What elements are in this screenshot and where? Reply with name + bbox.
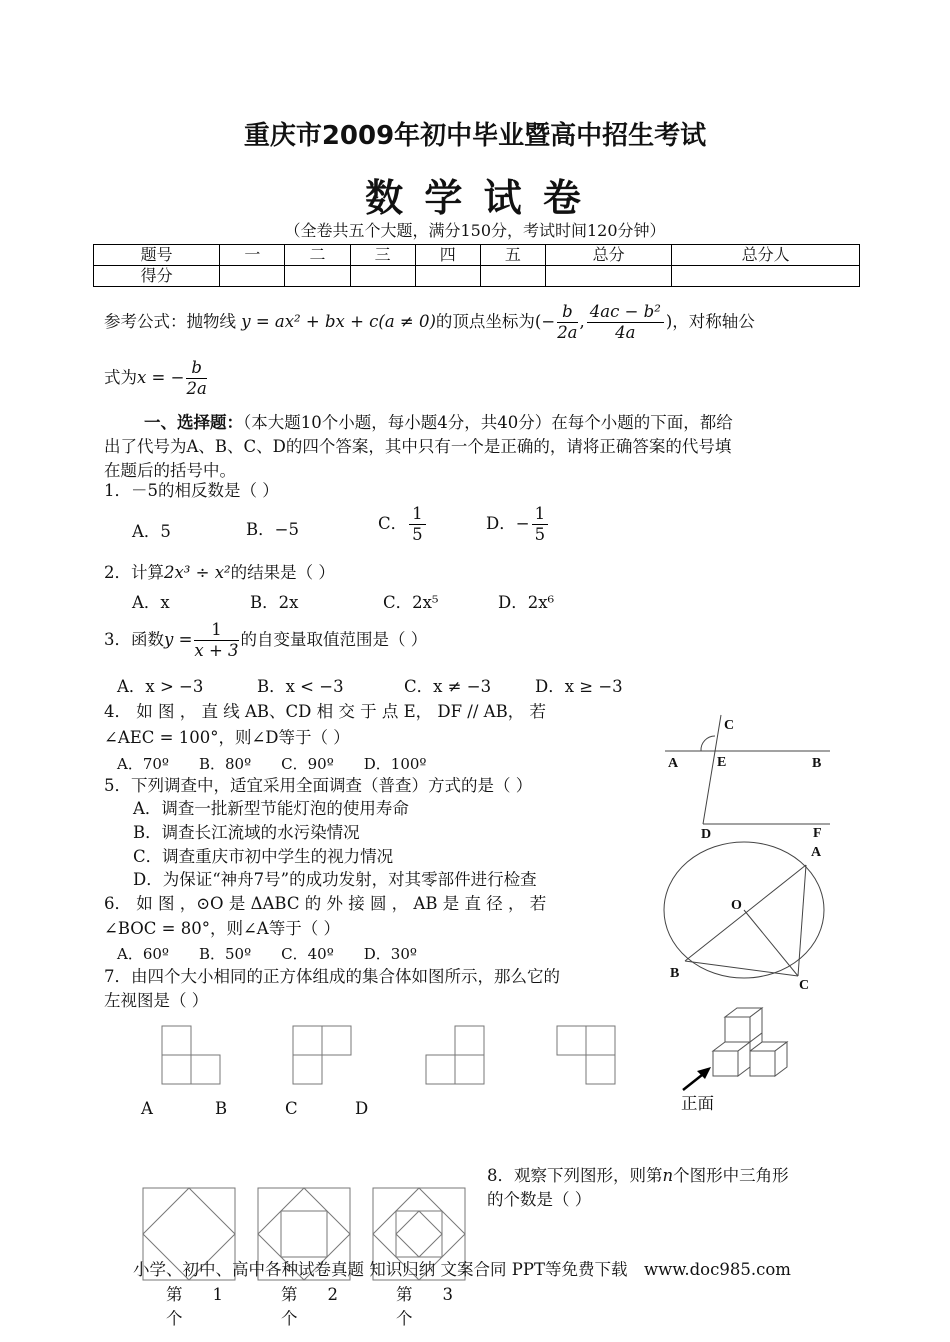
caption-di: 第	[396, 1285, 413, 1304]
q2-stem-b: 的结果是（ ）	[230, 563, 335, 582]
frac-den: 4a	[615, 323, 636, 342]
vertex-open: (−	[534, 312, 556, 331]
q4-line2: ∠AEC = 100°，则∠D等于（ ）	[104, 728, 350, 747]
frac-num: 1	[194, 620, 238, 641]
caption-num: 3	[442, 1285, 453, 1304]
score-cell: 五	[480, 245, 545, 266]
fig4-label-b: B	[812, 756, 822, 771]
q1-d-label: D．−	[486, 514, 530, 533]
caption-di: 第	[166, 1285, 183, 1304]
view-c[interactable]	[426, 1026, 484, 1084]
cube-figure	[665, 1005, 805, 1100]
section1-heading: 一、选择题：	[144, 413, 243, 432]
view-d[interactable]	[557, 1026, 615, 1084]
formula-prefix: 参考公式：抛物线	[104, 312, 236, 331]
fraction-one-fifth	[409, 504, 426, 545]
fig4-label-f: F	[813, 826, 822, 841]
footer-text: 小学、初中、高中各种试卷真题 知识归纳 文案合同 PPT等免费下载 www.doc985.com	[133, 1260, 791, 1279]
q8-n: n	[662, 1166, 674, 1185]
score-cell: 总分	[545, 245, 671, 266]
axis-formula-line	[104, 358, 209, 399]
frac-den: x + 3	[194, 641, 239, 660]
section1-line2: 出了代号为A、B、C、D的四个答案，其中只有一个是正确的，请将正确答案的代号填	[104, 437, 732, 456]
q3-y: y =	[164, 630, 193, 649]
view-a[interactable]	[162, 1026, 220, 1084]
q2-stem-a: 2．计算	[104, 563, 164, 582]
frac-den: 5	[412, 525, 423, 544]
arrow-icon	[683, 1067, 711, 1090]
q2-expression: 2x³ ÷ x²	[164, 563, 231, 582]
q3-stem-b: 的自变量取值范围是（ ）	[240, 630, 428, 649]
q2-option-d[interactable]: D．2x⁶	[498, 593, 555, 612]
section1-line1	[104, 411, 733, 435]
fig6-label-c: C	[799, 978, 810, 993]
frac-num: b	[186, 358, 206, 379]
q7-option-views	[150, 1020, 620, 1090]
frac-num: 1	[532, 504, 549, 525]
q5-option-d[interactable]: D．为保证“神舟7号”的成功发射，对其零部件进行检查	[133, 870, 537, 889]
fig4-label-c: C	[724, 718, 735, 733]
caption-3	[396, 1283, 453, 1331]
score-cell: 一	[220, 245, 285, 266]
formula-middle: 的顶点坐标为	[435, 312, 535, 331]
q8-text-a: 8．观察下列图形，则第	[487, 1166, 663, 1185]
score-input-cell[interactable]	[545, 266, 671, 287]
fraction-one-fifth	[532, 504, 549, 545]
score-cell: 四	[415, 245, 480, 266]
parabola-formula: y = ax² + bx + c(a ≠ 0)	[241, 312, 436, 331]
q1-stem: 1．－5的相反数是（ ）	[104, 481, 279, 500]
frac-num: 4ac − b²	[587, 302, 664, 323]
axis-formula: x = −	[137, 368, 185, 387]
caption-num: 1	[212, 1285, 223, 1304]
score-cell: 二	[285, 245, 350, 266]
q1-option-a[interactable]: A．5	[132, 522, 171, 541]
frac-num: b	[557, 302, 577, 323]
caption-1	[166, 1283, 223, 1331]
fraction-vertex-y	[587, 302, 664, 343]
q6-line1: 6． 如 图 ，⊙O 是 ΔABC 的 外 接 圆 ， AB 是 直 径 ， 若	[104, 894, 547, 913]
q7-label-b: B	[215, 1099, 228, 1118]
q6-options[interactable]: A．60º B．50º C．40º D．30º	[117, 945, 417, 963]
fraction-b-2a	[557, 302, 577, 343]
q1-option-b[interactable]: B．−5	[246, 520, 299, 539]
q3-option-a[interactable]: A．x > −3	[117, 677, 204, 696]
fig6-label-o: O	[731, 898, 742, 913]
section1-text: （本大题10个小题，每小题4分，共40分）在每个小题的下面，都给	[243, 413, 733, 432]
score-input-cell[interactable]	[285, 266, 350, 287]
score-input-cell[interactable]	[350, 266, 415, 287]
figure-q6	[660, 840, 835, 985]
fig6-label-a: A	[811, 845, 822, 860]
score-cell: 三	[350, 245, 415, 266]
section1-intro	[104, 411, 733, 483]
vertex-close: )	[665, 312, 673, 331]
score-cell: 得分	[94, 266, 220, 287]
caption-ge: 个	[166, 1309, 183, 1328]
axis-prefix: 式为	[104, 368, 137, 387]
score-input-cell[interactable]	[220, 266, 285, 287]
exam-title: 重庆市2009年初中毕业暨高中招生考试	[243, 121, 707, 151]
score-table-header-row	[94, 245, 860, 266]
q7-line1: 7．由四个大小相同的正方体组成的集合体如图所示，那么它的	[104, 967, 560, 986]
fraction-q3	[194, 620, 238, 661]
score-input-cell[interactable]	[480, 266, 545, 287]
caption-num: 2	[327, 1285, 338, 1304]
q5-option-c[interactable]: C．调查重庆市初中学生的视力情况	[133, 847, 394, 866]
q8-text-b: 个图形中三角形	[673, 1166, 789, 1185]
frac-den: 5	[534, 525, 546, 544]
frac-num: 1	[409, 504, 426, 525]
fig4-label-a: A	[668, 756, 679, 771]
q2-option-b[interactable]: B．2x	[250, 593, 299, 612]
front-label: 正面	[681, 1094, 714, 1113]
q7-label-c: C	[285, 1099, 298, 1118]
q2-stem	[104, 562, 335, 584]
caption-ge: 个	[281, 1309, 298, 1328]
fraction-axis	[186, 358, 206, 399]
q6-line2: ∠BOC = 80°，则∠A等于（ ）	[104, 919, 340, 938]
score-input-cell[interactable]	[672, 266, 860, 287]
score-cell: 总分人	[672, 245, 860, 266]
paper-subtitle: 数 学 试 卷	[365, 176, 585, 220]
q7-label-d: D	[355, 1099, 369, 1118]
formula-suffix: ，对称轴公	[672, 312, 755, 331]
q1-c-label: C．	[378, 514, 408, 533]
q3-option-b[interactable]: B．x < −3	[257, 677, 344, 696]
frac-den: 2a	[557, 323, 578, 342]
q8-line1	[487, 1165, 789, 1187]
q5-option-a[interactable]: A．调查一批新型节能灯泡的使用寿命	[133, 799, 409, 818]
score-table	[93, 244, 860, 287]
fig4-label-e: E	[717, 755, 727, 770]
q3-stem-a: 3．函数	[104, 630, 164, 649]
exam-note: （全卷共五个大题，满分150分，考试时间120分钟）	[284, 221, 666, 240]
fig4-label-d: D	[701, 827, 712, 842]
q5-stem: 5．下列调查中，适宜采用全面调查（普查）方式的是（ ）	[104, 776, 533, 795]
q5-option-b[interactable]: B．调查长江流域的水污染情况	[133, 823, 360, 842]
fig6-label-b: B	[670, 966, 680, 981]
q2-option-a[interactable]: A．x	[132, 593, 170, 612]
frac-den: 2a	[186, 379, 207, 398]
caption-di: 第	[281, 1285, 298, 1304]
caption-2	[281, 1283, 338, 1331]
q1-option-c[interactable]	[378, 504, 428, 545]
q3-stem	[104, 620, 427, 661]
q2-option-c[interactable]: C．2x⁵	[383, 593, 439, 612]
view-b[interactable]	[293, 1026, 351, 1084]
q1-option-d[interactable]	[486, 504, 550, 545]
score-input-cell[interactable]	[415, 266, 480, 287]
q7-label-a: A	[141, 1099, 153, 1118]
q8-line2: 的个数是（ ）	[487, 1190, 592, 1209]
q4-options[interactable]: A．70º B．80º C．90º D．100º	[117, 755, 427, 773]
reference-formula: 参考公式：抛物线 y = ax² + bx + c(a ≠ 0)的顶点坐标为(− $\frac{b}{2a}$ , $\frac{\text{4ac − b²}}{4a}$ )，对称轴公	[104, 302, 755, 342]
section1-line3: 在题后的括号中。	[104, 461, 236, 480]
score-table-score-row	[94, 266, 860, 287]
q7-line2: 左视图是（ ）	[104, 991, 209, 1010]
q3-option-c[interactable]: C．x ≠ −3	[404, 677, 492, 696]
q3-option-d[interactable]: D．x ≥ −3	[535, 677, 623, 696]
score-cell: 题号	[94, 245, 220, 266]
caption-ge: 个	[396, 1309, 413, 1328]
q4-line1: 4． 如 图 ， 直 线 AB、CD 相 交 于 点 E， DF // AB， 若	[104, 702, 546, 721]
